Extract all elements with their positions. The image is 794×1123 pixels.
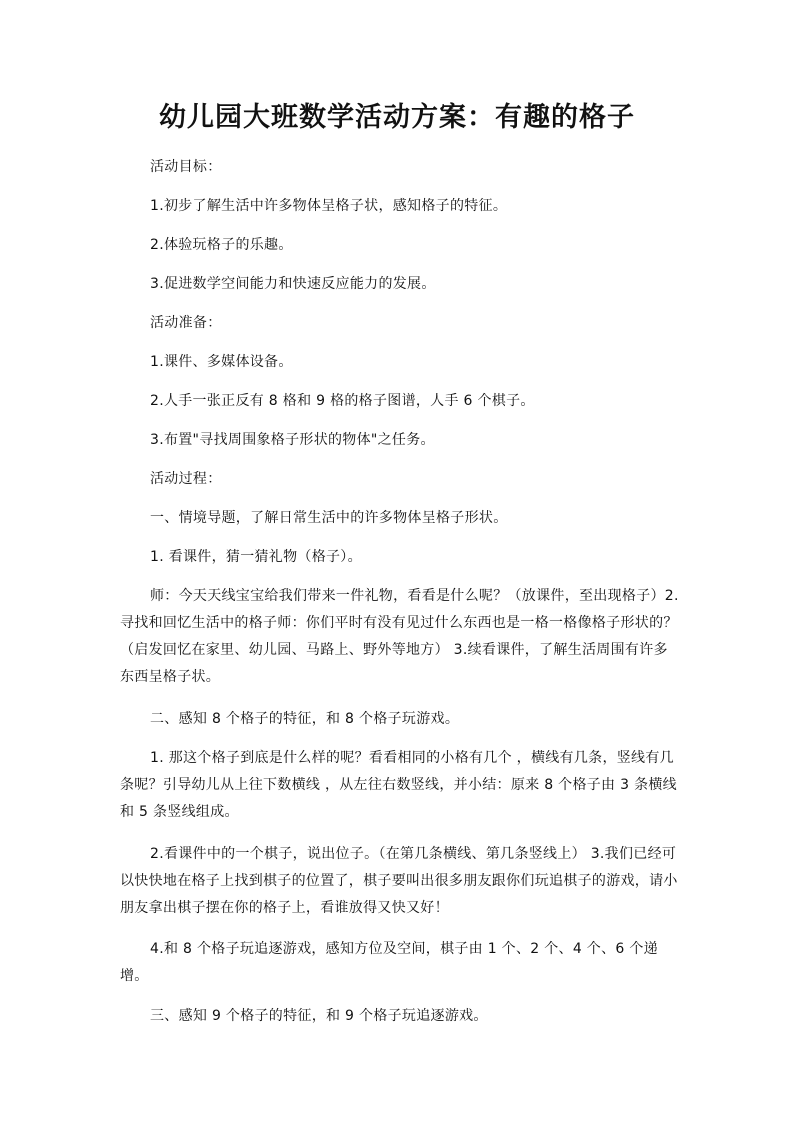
paragraph: 师：今天天线宝宝给我们带来一件礼物，看看是什么呢？（放课件，至出现格子）2. 寻找和回忆生活中的格子师：你们平时有没有见过什么东西也是一格一格像格子形状的？（启发回忆在家里、幼儿园、马路上、野外等地方） 3.续看课件，了解生活周围有许多东西呈格子状。 [120, 588, 679, 685]
paragraph: 1. 看课件，猜一猜礼物（格子）。 [150, 549, 362, 565]
paragraph: 1. 那这个格子到底是什么样的呢？看看相同的小格有几个 ，横线有几条，竖线有几条呢？引导幼儿从上往下数横线 ，从左往右数竖线，并小结：原来 8 个格子由 3 条横线和 5 条竖线组成。 [120, 750, 677, 820]
paragraph: 3.布置"寻找周围象格子形状的物体"之任务。 [150, 432, 435, 448]
paragraph: 一、情境导题，了解日常生活中的许多物体呈格子形状。 [150, 510, 508, 526]
paragraph: 二、感知 8 个格子的特征，和 8 个格子玩游戏。 [150, 711, 460, 727]
paragraph: 三、感知 9 个格子的特征，和 9 个格子玩追逐游戏。 [150, 1008, 488, 1024]
paragraph: 2.体验玩格子的乐趣。 [150, 237, 293, 253]
paragraph: 3.促进数学空间能力和快速反应能力的发展。 [150, 276, 436, 292]
paragraph: 2.人手一张正反有 8 格和 9 格的格子图谱，人手 6 个棋子。 [150, 393, 535, 409]
paragraph: 1.课件、多媒体设备。 [150, 354, 293, 370]
paragraph: 4.和 8 个格子玩追逐游戏，感知方位及空间，棋子由 1 个、2 个、4 个、6 个递增。 [120, 941, 658, 984]
paragraph: 活动准备： [150, 315, 222, 331]
document-title: 幼儿园大班数学活动方案：有趣的格子 [159, 102, 635, 133]
paragraph: 2.看课件中的一个棋子，说出位子。（在第几条横线、第几条竖线上） 3.我们已经可以快快地在格子上找到棋子的位置了，棋子要叫出很多朋友跟你们玩追棋子的游戏，请小朋友拿出棋子摆在你的格子上，看谁放得又快又好！ [120, 846, 678, 916]
paragraph: 活动过程： [150, 471, 222, 487]
paragraph: 1.初步了解生活中许多物体呈格子状，感知格子的特征。 [150, 198, 508, 214]
paragraph: 活动目标： [150, 159, 222, 175]
